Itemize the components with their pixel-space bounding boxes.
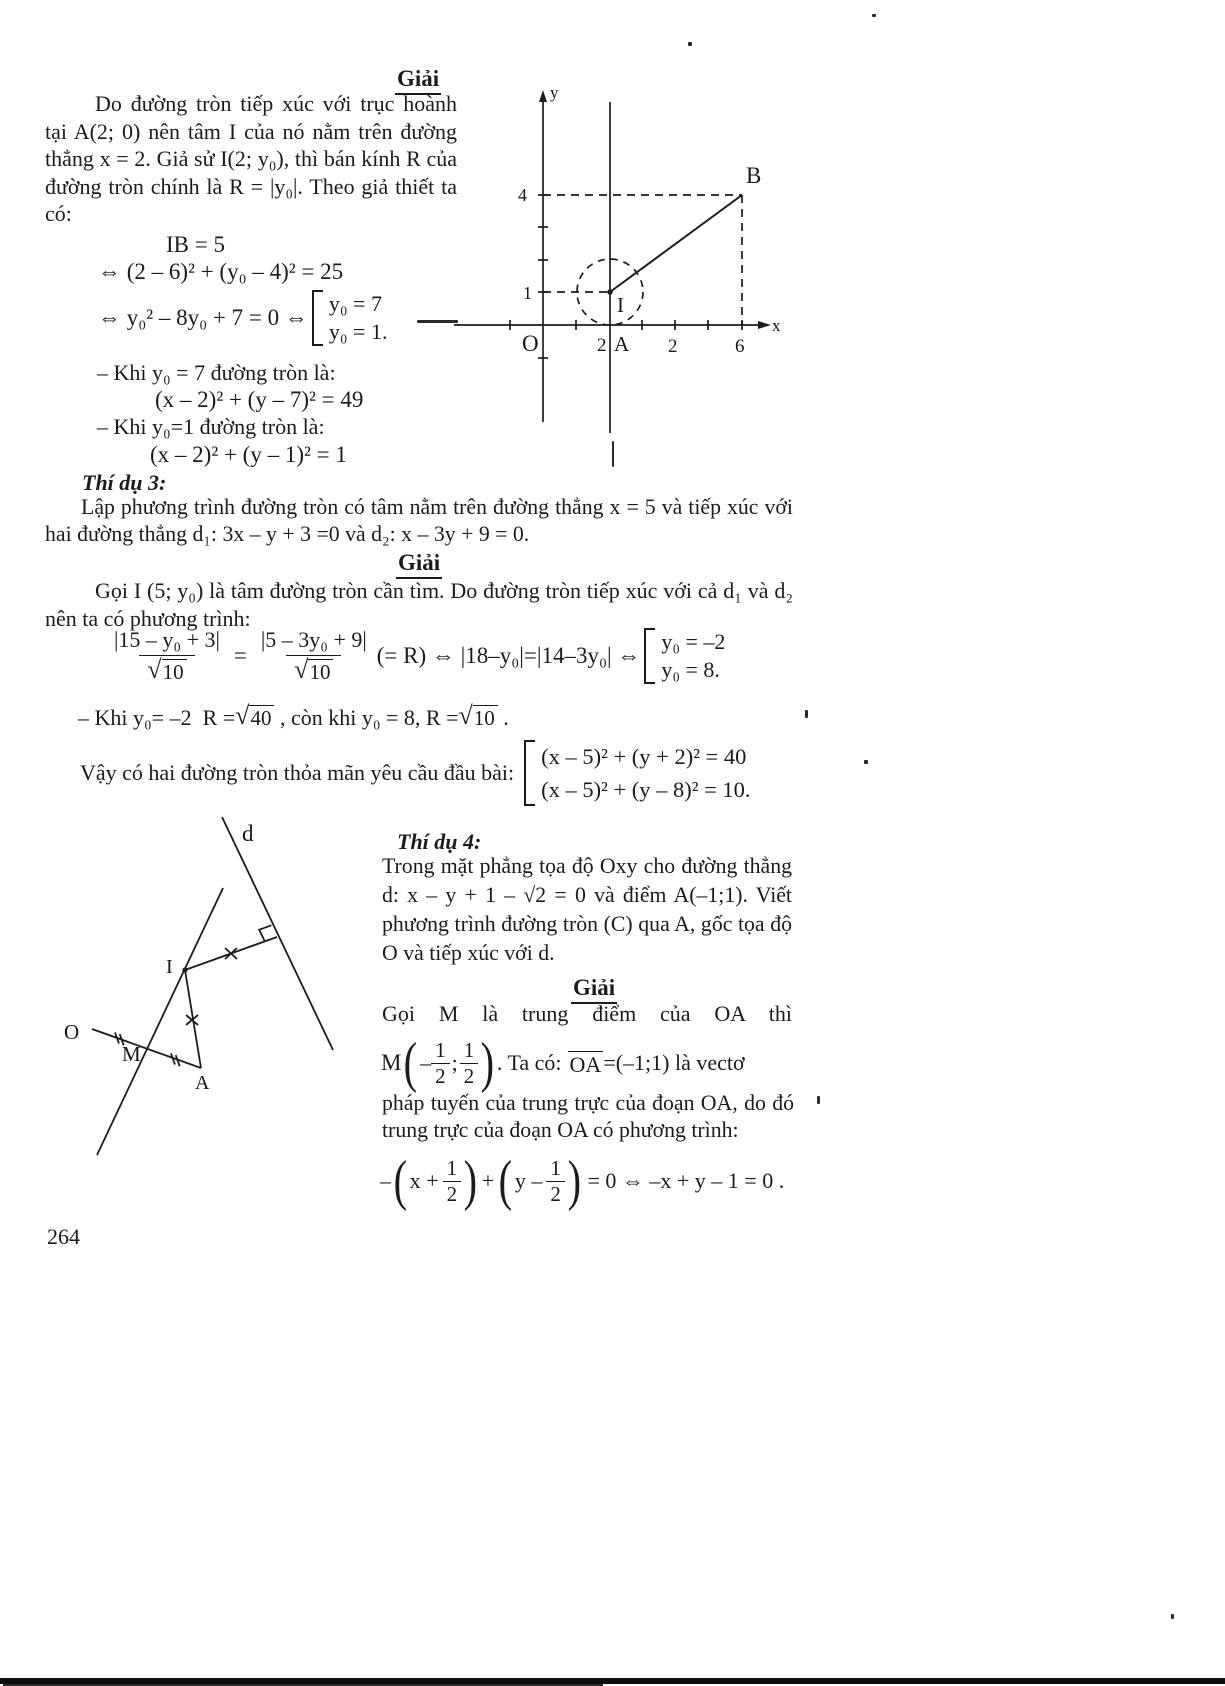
radical-sign: √	[294, 655, 309, 684]
minus-sign: –	[420, 1050, 432, 1076]
xlabel-6: 6	[735, 336, 745, 357]
radical-sign: √	[235, 701, 250, 731]
equation-expanded: ⇔ (2 – 6)² + (y₀ – 4)² = 25	[98, 259, 344, 284]
radicand-10: 10	[473, 705, 498, 730]
case-y0-7: y₀ = 7	[328, 291, 382, 316]
fraction-half	[460, 1037, 479, 1088]
solution1-paragraph: Do đường tròn tiếp xúc với trục hoành tại A(2; 0) nên tâm I của nó nằm trên đường thẳng x = 2. Giả sử I(2; y₀), thì bán kính R của đường tròn chính là R = |y₀|. Theo giả thiết ta có:	[45, 91, 457, 226]
m-symbol: M	[381, 1050, 402, 1075]
point-a-label: A	[614, 332, 630, 356]
geometry-diagram	[28, 797, 373, 1175]
midpoint-line	[381, 1032, 745, 1094]
big-close-paren: )	[463, 1150, 478, 1212]
sqrt-10	[458, 701, 498, 731]
case-y0-1: y₀ = 1.	[328, 319, 388, 344]
coordinate-graph	[452, 78, 794, 450]
scan-speck	[864, 760, 868, 764]
segment-ib	[610, 195, 742, 292]
half-denominator: 2	[546, 1181, 565, 1205]
solution3-heading: Giải	[571, 975, 617, 1004]
sqrt-10	[294, 655, 333, 684]
vector-oa: OA	[569, 1051, 602, 1077]
left-bracket	[644, 628, 655, 684]
radicand-10: 10	[162, 659, 187, 684]
point-b-label: B	[746, 163, 762, 188]
scan-speck	[817, 1096, 820, 1104]
cases-y0-ex3	[661, 628, 725, 684]
semicolon: ;	[451, 1050, 458, 1076]
left-bracket	[312, 290, 323, 346]
origin-label: O	[522, 331, 539, 356]
case1-circle-equation: (x – 2)² + (y – 7)² = 49	[155, 387, 364, 412]
x-axis-arrow	[758, 321, 771, 329]
tangency-equation-row	[108, 628, 725, 684]
equation-end: = 0 ⇔ –x + y – 1 = 0 .	[587, 1168, 785, 1194]
point-m-label: M	[122, 1042, 141, 1066]
solution1-heading: Giải	[395, 66, 441, 95]
fraction-1	[108, 628, 226, 684]
solution3-body: pháp tuyến của trung trực của đoạn OA, do đó trung trực của đoạn OA có phương trình:	[382, 1091, 794, 1142]
scan-artifact-line	[417, 320, 458, 323]
radical-sign: √	[458, 701, 473, 731]
radius-text-post: .	[497, 705, 509, 730]
radius-cases-line	[78, 701, 509, 732]
cases-y0	[329, 290, 388, 346]
y-axis-label: y	[550, 83, 559, 102]
segment-o-to-a	[92, 1029, 201, 1068]
case-y0-8: y₀ = 8.	[661, 657, 720, 682]
equation-ib: IB = 5	[166, 232, 225, 257]
half-denominator: 2	[443, 1181, 462, 1205]
y-minus: y –	[514, 1168, 543, 1194]
case2-circle-equation: (x – 2)² + (y – 1)² = 1	[150, 442, 347, 467]
equals-sign: =	[233, 643, 247, 668]
half-numerator: 1	[446, 1155, 458, 1180]
case2-label: – Khi y₀=1 đường tròn là:	[97, 414, 325, 439]
fraction-1-numerator: |15 – y₀ + 3|	[114, 627, 220, 652]
point-i-dot	[182, 967, 187, 972]
example3-title: Thí dụ 3:	[82, 470, 167, 495]
fraction-2-numerator: |5 – 3y₀ + 9|	[260, 627, 367, 652]
scan-speck	[805, 710, 808, 718]
case1-label: – Khi y₀ = 7 đường tròn là:	[97, 360, 336, 385]
scan-speck	[1171, 1614, 1174, 1619]
point-i-dot	[607, 289, 613, 295]
y-axis-arrow	[539, 90, 547, 102]
ta-co-text: . Ta có:	[496, 1050, 562, 1076]
big-close-paren: )	[567, 1150, 581, 1212]
circle-system	[541, 740, 750, 806]
solution2-heading: Giải	[396, 550, 442, 579]
ylabel-4: 4	[518, 185, 527, 205]
equation-quadratic-row	[98, 290, 387, 346]
left-bracket	[524, 740, 535, 806]
plus-sign: +	[481, 1168, 495, 1194]
solution2-body: Gọi I (5; y₀) là tâm đường tròn cần tìm. Do đường tròn tiếp xúc với cả d₁ và d₂ nên ta có phương trình:	[45, 578, 793, 631]
radicand-40: 40	[249, 705, 274, 730]
ylabel-1: 1	[523, 283, 532, 303]
point-i-label: I	[617, 293, 624, 317]
scan-speck	[872, 14, 876, 17]
point-a-label: A	[195, 1072, 210, 1094]
solution3-line1: Gọi M là trung điểm của OA thì	[382, 1001, 792, 1026]
case-y0-neg2: y₀ = –2	[661, 629, 726, 654]
big-open-paren: (	[404, 1032, 418, 1094]
x-axis-label: x	[772, 316, 781, 335]
scan-artifact-bar	[612, 441, 614, 467]
line-d-label: d	[242, 821, 254, 846]
x-plus: x +	[409, 1168, 439, 1194]
point-o-label: O	[64, 1020, 80, 1044]
fraction-2	[255, 628, 373, 684]
xlabel-2: 2	[597, 335, 607, 356]
scan-speck	[688, 42, 692, 46]
example3-statement: Lập phương trình đường tròn có tâm nằm trên đường thẳng x = 5 và tiếp xúc với hai đường thẳng d₁: 3x – y + 3 =0 và d₂: x – 3y + 9 = 0.	[45, 495, 793, 546]
example4-statement: Trong mặt phẳng tọa độ Oxy cho đường thẳng d: x – y + 1 – √2 = 0 và điểm A(–1;1). Viết phương trình đường tròn (C) qua A, gốc tọa độ O và tiếp xúc với d.	[382, 854, 792, 965]
fraction-2-denominator	[286, 655, 341, 684]
minus-sign: –	[380, 1168, 391, 1194]
half-denominator: 2	[431, 1063, 450, 1087]
perpendicular-bisector-line	[97, 888, 223, 1155]
half-numerator: 1	[435, 1037, 446, 1062]
radius-text-pre: – Khi y₀= –2 R =	[78, 705, 236, 730]
sqrt-40	[235, 701, 274, 731]
solution2-heading-wrap	[396, 550, 442, 579]
fraction-half	[443, 1155, 462, 1206]
system-equation-1: (x – 5)² + (y + 2)² = 40	[541, 744, 747, 769]
radicand-10: 10	[308, 659, 333, 684]
radical-sign: √	[147, 655, 162, 684]
equation-quadratic: ⇔ y₀² – 8y₀ + 7 = 0 ⇔	[98, 305, 308, 330]
conclusion-text: Vậy có hai đường tròn thỏa mãn yêu cầu đầu bài:	[80, 760, 515, 786]
line-d	[222, 817, 333, 1050]
point-i-label: I	[166, 956, 173, 978]
after-oa-text: =(–1;1) là vectơ	[603, 1050, 745, 1076]
radius-text-mid: , còn khi y₀ = 8, R =	[274, 705, 459, 730]
bisector-equation-row	[380, 1150, 784, 1212]
half-denominator: 2	[460, 1063, 479, 1087]
half-numerator: 1	[463, 1037, 475, 1062]
equation-middle: (= R) ⇔ |18–y₀|=|14–3y₀| ⇔	[376, 643, 641, 668]
big-open-paren: (	[498, 1150, 513, 1212]
fraction-half	[546, 1155, 565, 1206]
big-open-paren: (	[393, 1150, 408, 1212]
sqrt-10	[147, 655, 186, 684]
fraction-half	[431, 1037, 450, 1088]
fraction-1-denominator	[139, 655, 194, 684]
example4-title: Thí dụ 4:	[397, 829, 482, 854]
system-equation-2: (x – 5)² + (y – 8)² = 10.	[541, 777, 751, 802]
xlabel-2b: 2	[668, 336, 678, 357]
page-number: 264	[47, 1224, 80, 1249]
half-numerator: 1	[550, 1155, 561, 1180]
big-close-paren: )	[480, 1032, 495, 1094]
